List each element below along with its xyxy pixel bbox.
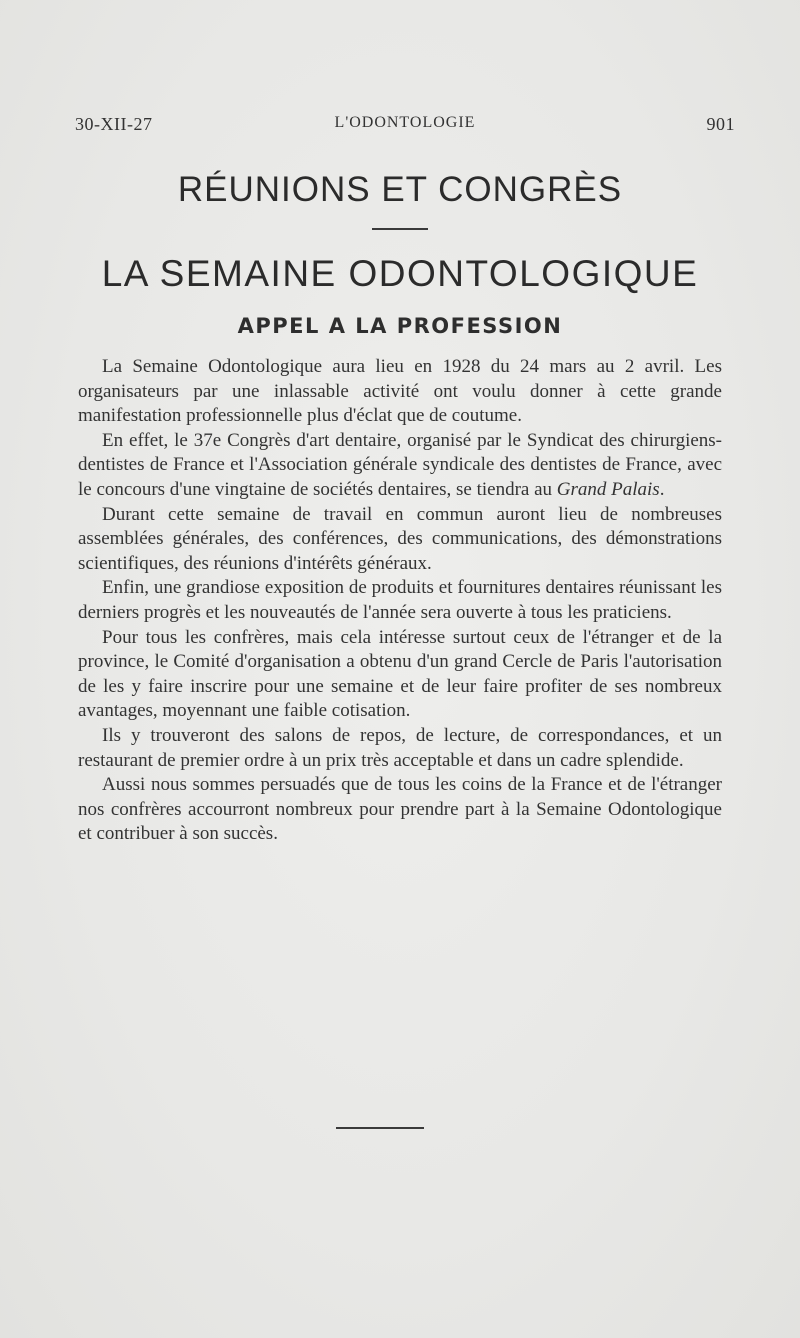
paragraph: Durant cette semaine de travail en commun auront lieu de nombreuses assemblées générales, des conférences, des communications, des démonstrations scientifiques, des réunions d'intérêts généraux. (78, 503, 722, 574)
article-title: LA SEMAINE ODONTOLOGIQUE (101, 253, 699, 294)
paragraph: Aussi nous sommes persuadés que de tous les coins de la France et de l'étranger nos confrères accourront nombreux pour prendre part à la Semaine Odontologique et contribuer à son succès. (78, 774, 722, 845)
paragraph (78, 429, 722, 503)
paragraph: La Semaine Odontologique aura lieu en 1928 du 24 mars au 2 avril. Les organisateurs par une inlassable activité ont voulu donner à cette grande manifestation professionnelle plus d'éclat que de coutume. (78, 356, 722, 427)
running-head (75, 114, 735, 138)
journal-name: L'ODONTOLOGIE (334, 114, 476, 131)
title-divider (372, 228, 428, 230)
issue-date: 30-XII-27 (75, 114, 153, 134)
paragraph: Ils y trouveront des salons de repos, de lecture, de correspondances, et un restaurant de premier ordre à un prix très acceptable et dans un cadre splendide. (78, 724, 722, 771)
paragraph-end: . (659, 478, 665, 500)
section-title: RÉUNIONS ET CONGRÈS (177, 170, 623, 209)
paragraph: Enfin, une grandiose exposition de produits et fournitures dentaires réunissant les derniers progrès et les nouveautés de l'année sera ouverte à tous les praticiens. (78, 577, 722, 623)
article-body (78, 355, 722, 847)
paragraph: Pour tous les confrères, mais cela intéresse surtout ceux de l'étranger et de la province, le Comité d'organisation a obtenu d'un grand Cercle de Paris l'autorisation de les y faire inscrire pour une semaine et de leur faire profiter de ses nombreux avantages, moyennant une faible cotisation. (78, 626, 722, 722)
emphasis-venue: Grand Palais (556, 478, 660, 500)
end-rule (336, 1127, 424, 1129)
paragraph-text: En effet, le 37e Congrès d'art dentaire, organisé par le Syndicat des chirurgiens-dentistes de France et l'Association générale syndicale des dentistes de France, avec le concours d'une vingtaine de sociétés dentaires, se tiendra au (78, 429, 722, 500)
article-subtitle: APPEL A LA PROFESSION (237, 314, 563, 338)
page-number: 901 (706, 114, 735, 134)
